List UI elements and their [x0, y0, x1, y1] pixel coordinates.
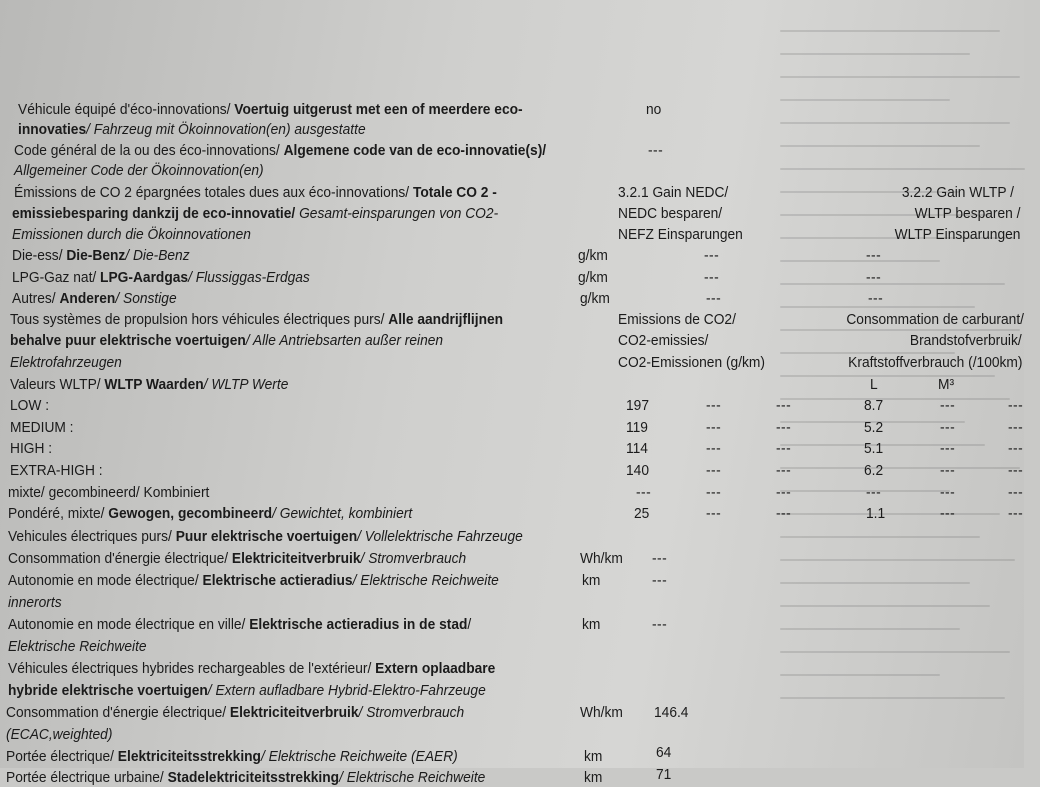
table-cell: ---	[940, 420, 956, 436]
text-segment: / WLTP Werte	[203, 377, 289, 393]
text-line	[8, 484, 209, 502]
text-line	[14, 162, 264, 180]
text-segment: Émissions de CO 2 épargnées totales dues aux éco-innovations/	[14, 185, 413, 201]
table-cell: ---	[648, 143, 664, 159]
table-cell: Emissions de CO2/	[618, 312, 736, 328]
table-cell: ---	[652, 573, 668, 589]
table-cell: NEFZ Einsparungen	[618, 227, 743, 243]
table-cell: ---	[1008, 420, 1024, 436]
text-line	[18, 101, 523, 119]
text-line	[10, 354, 122, 372]
text-line	[10, 462, 103, 480]
text-segment: Alle aandrijflijnen	[388, 312, 504, 328]
table-cell: CO2-emissies/	[618, 333, 709, 349]
table-cell: Wh/km	[580, 705, 623, 721]
table-cell: km	[582, 573, 601, 589]
table-cell: ---	[706, 463, 722, 479]
table-cell: ---	[652, 617, 668, 633]
table-cell: 6.2	[864, 463, 884, 479]
text-segment: Elektriciteitverbruik	[231, 551, 361, 567]
text-segment: behalve puur elektrische voertuigen	[10, 333, 246, 349]
text-line	[8, 505, 412, 523]
text-line	[8, 616, 471, 634]
text-segment: / Elektrische Reichweite	[352, 573, 499, 589]
text-segment: Elektrische Reichweite	[8, 639, 147, 655]
table-cell: WLTP Einsparungen	[894, 227, 1020, 243]
table-cell: ---	[1008, 506, 1024, 522]
text-line	[8, 660, 495, 678]
text-line	[12, 226, 251, 244]
table-cell: km	[584, 749, 603, 765]
text-segment: / Alle Antriebsarten außer reinen	[245, 333, 444, 349]
text-line	[6, 726, 112, 744]
text-segment: EXTRA-HIGH :	[10, 463, 103, 479]
table-cell: ---	[776, 506, 792, 522]
text-line	[10, 332, 443, 350]
text-segment: Extern oplaadbare	[375, 661, 496, 677]
table-cell: Brandstofverbruik/	[910, 333, 1022, 349]
table-cell: ---	[866, 270, 882, 286]
table-cell: g/km	[580, 291, 610, 307]
text-segment: innovaties	[18, 122, 87, 138]
table-cell: 146.4	[654, 705, 689, 721]
table-cell: 5.1	[864, 441, 884, 457]
text-segment: / Vollelektrische Fahrzeuge	[357, 529, 523, 545]
text-line	[10, 376, 288, 394]
text-line	[10, 440, 52, 458]
text-segment: Anderen	[59, 291, 116, 307]
text-segment: Stadelektriciteitsstrekking	[167, 770, 340, 786]
table-cell: 64	[656, 745, 672, 761]
bleed-through-text	[780, 30, 1040, 750]
text-segment: Véhicules électriques hybrides rechargeables de l'extérieur/	[8, 661, 376, 677]
table-cell: CO2-Emissionen (g/km)	[618, 355, 765, 371]
text-line	[12, 205, 498, 223]
text-line	[8, 682, 486, 700]
table-cell: ---	[706, 398, 722, 414]
table-cell: M³	[938, 377, 955, 393]
text-line	[14, 184, 497, 202]
text-segment: Véhicule équipé d'éco-innovations/	[18, 102, 235, 118]
table-cell: 1.1	[866, 506, 886, 522]
table-cell: L	[870, 377, 878, 393]
table-cell: 8.7	[864, 398, 884, 414]
text-segment: Emissionen durch die Ökoinnovationen	[12, 227, 251, 243]
text-segment: LPG-Aardgas	[100, 270, 189, 286]
table-cell: 5.2	[864, 420, 884, 436]
table-cell: km	[582, 617, 601, 633]
text-segment: / Elektrische Reichweite	[339, 770, 486, 786]
table-cell: Kraftstoffverbrauch (/100km)	[847, 355, 1022, 371]
text-segment: Totale CO 2 -	[412, 185, 497, 201]
text-line	[6, 704, 464, 722]
table-cell: ---	[868, 291, 884, 307]
table-cell: ---	[776, 463, 792, 479]
text-line	[8, 528, 523, 546]
table-cell: WLTP besparen /	[914, 206, 1020, 222]
text-segment: innerorts	[8, 595, 62, 611]
table-cell: 3.2.1 Gain NEDC/	[618, 185, 729, 201]
text-line	[6, 748, 458, 766]
text-segment: Allgemeiner Code der Ökoinnovation(en)	[14, 163, 264, 179]
text-line	[14, 142, 546, 160]
text-segment: WLTP Waarden	[104, 377, 204, 393]
text-segment: Consommation d'énergie électrique/	[8, 551, 232, 567]
text-segment: Elektrofahrzeugen	[10, 355, 122, 371]
table-cell: ---	[1008, 485, 1024, 501]
text-segment: gecombineerd/ Kombiniert	[48, 485, 210, 501]
text-line	[10, 419, 74, 437]
text-segment: / Stromverbrauch	[360, 551, 467, 567]
table-cell: g/km	[578, 270, 608, 286]
table-cell: ---	[1008, 463, 1024, 479]
table-cell: ---	[706, 291, 722, 307]
text-segment: / Gewichtet, kombiniert	[272, 506, 413, 522]
text-segment: Gewogen, gecombineerd	[108, 506, 273, 522]
text-segment: LOW :	[10, 398, 50, 414]
text-segment: Vehicules électriques purs/	[8, 529, 176, 545]
text-segment: LPG-Gaz nat/	[12, 270, 101, 286]
text-segment: Algemene code van de eco-innovatie(s)/	[283, 143, 547, 159]
table-cell: ---	[940, 485, 956, 501]
table-cell: ---	[1008, 398, 1024, 414]
text-line	[18, 121, 366, 139]
text-line	[10, 311, 503, 329]
text-segment: Portée électrique/	[6, 749, 118, 765]
table-cell: ---	[706, 506, 722, 522]
text-segment: HIGH :	[10, 441, 53, 457]
text-line	[8, 550, 466, 568]
text-segment: Elektriciteitsstrekking	[117, 749, 261, 765]
table-cell: ---	[940, 463, 956, 479]
table-cell: 3.2.2 Gain WLTP /	[901, 185, 1014, 201]
text-segment: mixte/	[8, 485, 49, 501]
text-segment: Elektriciteitverbruik	[229, 705, 359, 721]
text-segment: / Elektrische Reichweite (EAER)	[260, 749, 458, 765]
text-line	[12, 247, 190, 265]
text-segment: (ECAC,weighted)	[6, 727, 113, 743]
text-segment: Gesamt-einsparungen von CO2-	[299, 206, 499, 222]
table-cell: 71	[656, 767, 672, 783]
table-cell: ---	[776, 441, 792, 457]
text-segment: Puur elektrische voertuigen	[175, 529, 358, 545]
text-line	[8, 638, 147, 656]
text-segment: / Extern aufladbare Hybrid-Elektro-Fahrzeuge	[207, 683, 486, 699]
text-segment: Voertuig uitgerust met een of meerdere eco-	[234, 102, 523, 118]
table-cell: ---	[636, 485, 652, 501]
text-segment: / Stromverbrauch	[358, 705, 465, 721]
table-cell: ---	[776, 420, 792, 436]
table-cell: Consommation de carburant/	[846, 312, 1024, 328]
table-cell: 25	[634, 506, 650, 522]
text-line	[6, 769, 485, 787]
table-cell: Wh/km	[580, 551, 623, 567]
table-cell: ---	[652, 551, 668, 567]
table-cell: ---	[940, 506, 956, 522]
text-segment: / Fahrzeug mit Ökoinnovation(en) ausgestatte	[86, 122, 366, 138]
table-cell: ---	[706, 420, 722, 436]
table-cell: 114	[626, 441, 648, 457]
table-cell: ---	[706, 485, 722, 501]
table-cell: ---	[776, 398, 792, 414]
text-segment: emissiebesparing dankzij de eco-innovatie/	[12, 206, 300, 222]
table-cell: 119	[626, 420, 648, 436]
table-cell: ---	[704, 270, 720, 286]
text-segment: Valeurs WLTP/	[10, 377, 105, 393]
text-segment: Code général de la ou des éco-innovations/	[14, 143, 284, 159]
text-segment: Elektrische actieradius	[202, 573, 353, 589]
table-cell: km	[584, 770, 603, 786]
table-cell: ---	[706, 441, 722, 457]
text-segment: MEDIUM :	[10, 420, 74, 436]
table-cell: ---	[866, 248, 882, 264]
text-line	[8, 572, 499, 590]
text-line	[12, 290, 177, 308]
text-segment: /	[467, 617, 472, 633]
table-cell: ---	[776, 485, 792, 501]
text-segment: hybride elektrische voertuigen	[8, 683, 208, 699]
text-segment: Tous systèmes de propulsion hors véhicules électriques purs/	[10, 312, 389, 328]
table-cell: ---	[866, 485, 882, 501]
table-cell: 140	[626, 463, 649, 479]
text-segment: Pondéré, mixte/	[8, 506, 109, 522]
text-segment: / Die-Benz	[125, 248, 190, 264]
text-line	[12, 269, 310, 287]
text-segment: Autres/	[12, 291, 60, 307]
table-cell: ---	[1008, 441, 1024, 457]
text-segment: / Flussiggas-Erdgas	[188, 270, 310, 286]
table-cell: 197	[626, 398, 649, 414]
text-line	[10, 397, 49, 415]
table-cell: g/km	[578, 248, 608, 264]
text-segment: Die-ess/	[12, 248, 67, 264]
text-segment: Autonomie en mode électrique/	[8, 573, 203, 589]
table-cell: ---	[940, 398, 956, 414]
text-segment: Elektrische actieradius in de stad	[249, 617, 468, 633]
text-segment: Portée électrique urbaine/	[6, 770, 168, 786]
table-cell: no	[646, 102, 662, 118]
table-cell: ---	[940, 441, 956, 457]
text-segment: Autonomie en mode électrique en ville/	[8, 617, 250, 633]
table-cell: NEDC besparen/	[618, 206, 723, 222]
table-cell: ---	[704, 248, 720, 264]
text-segment: / Sonstige	[115, 291, 177, 307]
text-segment: Consommation d'énergie électrique/	[6, 705, 230, 721]
text-segment: Die-Benz	[66, 248, 126, 264]
text-line	[8, 594, 62, 612]
